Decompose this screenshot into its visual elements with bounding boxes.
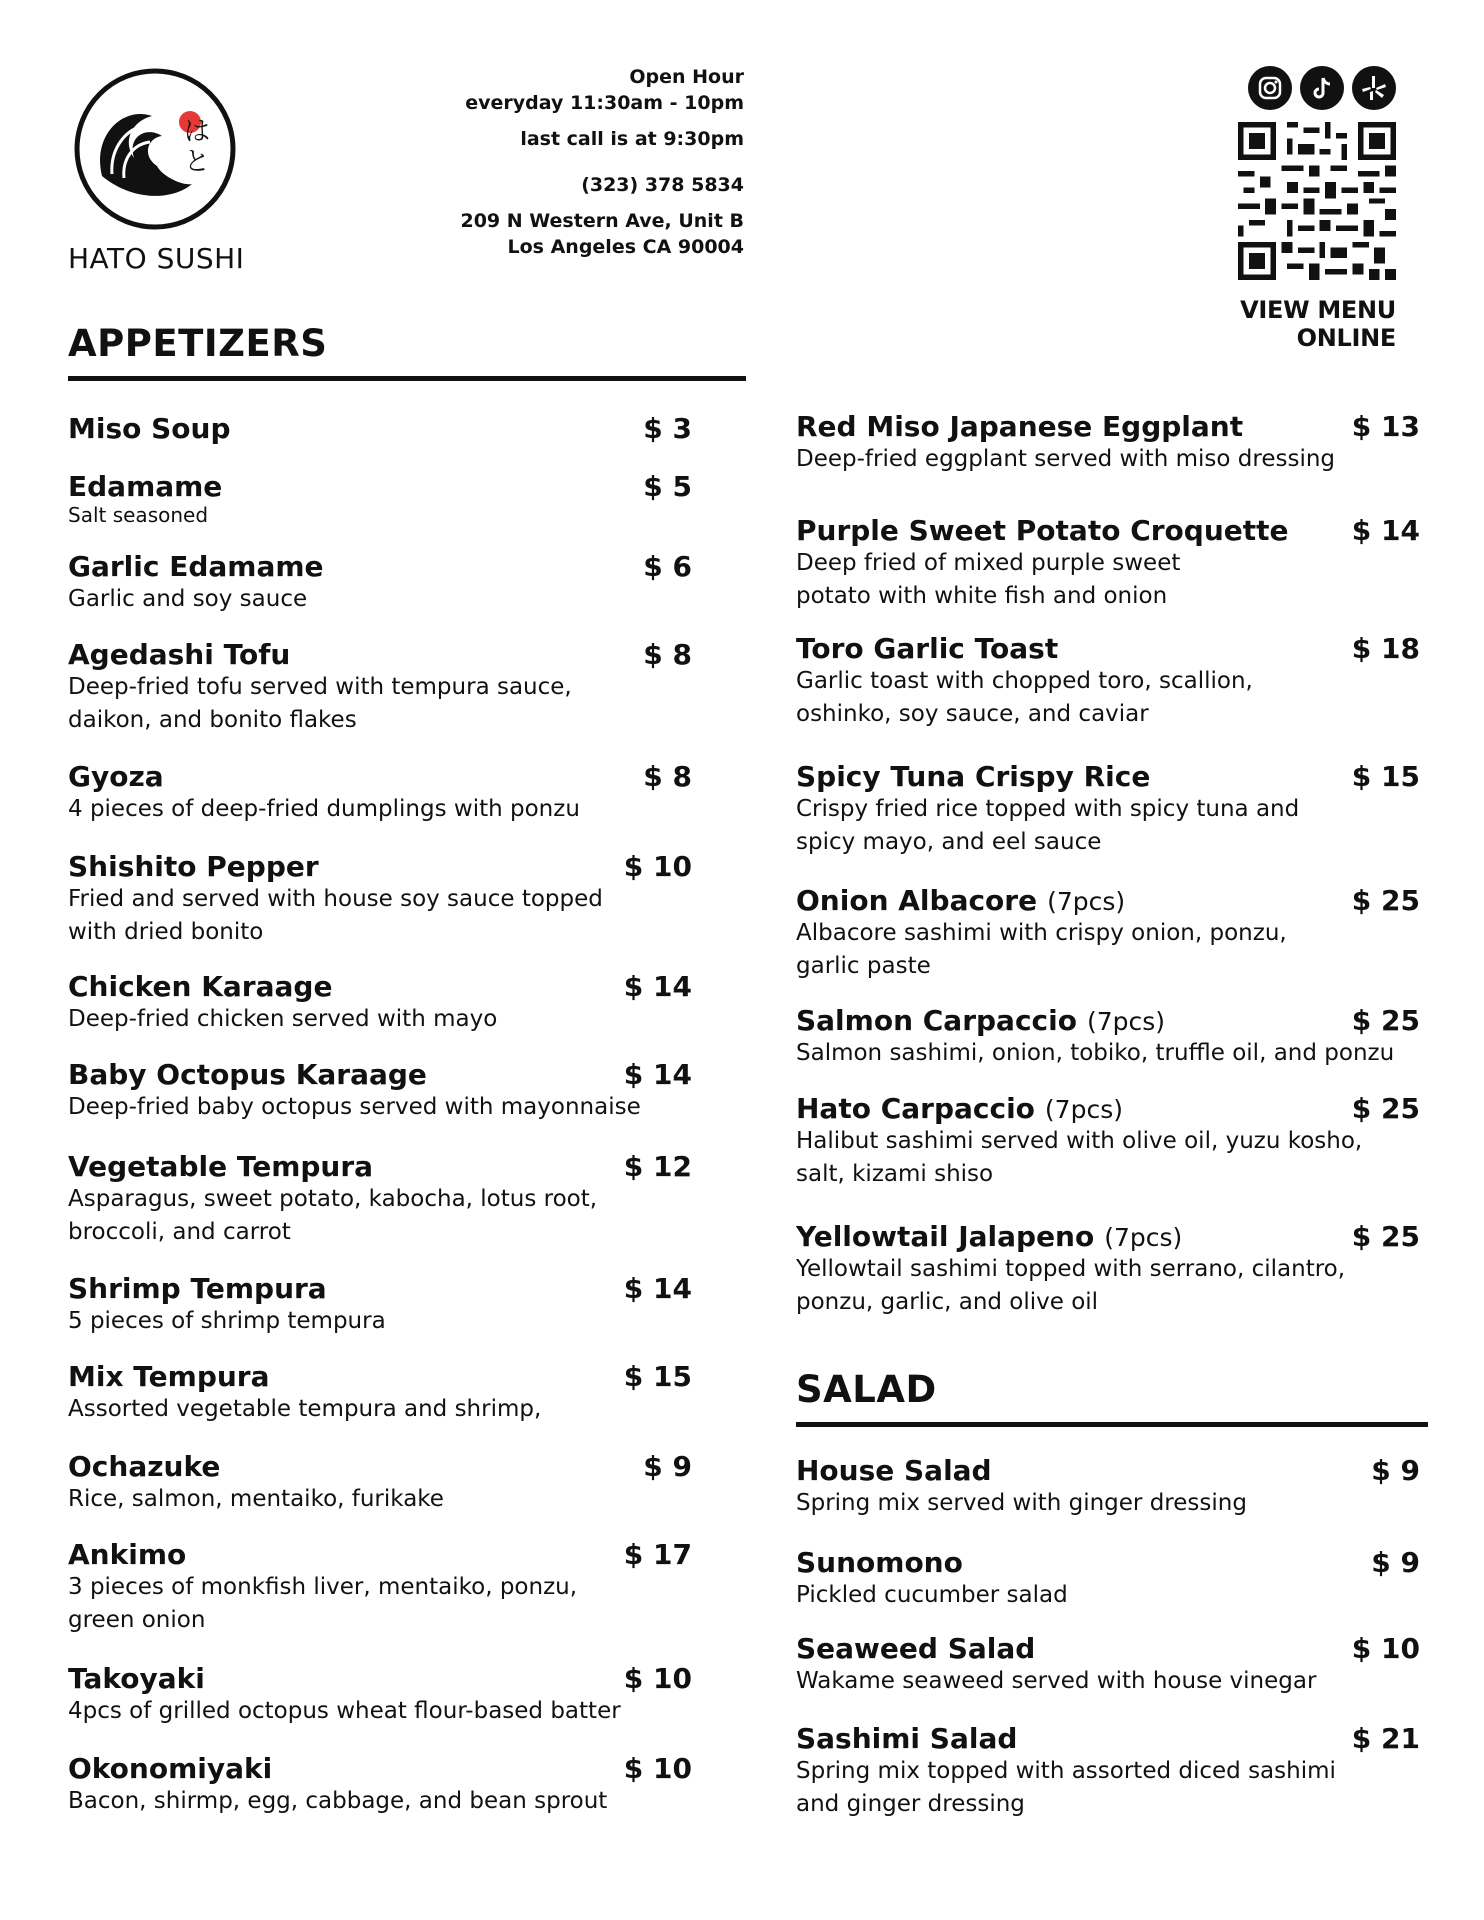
item-name	[796, 1722, 1336, 1755]
item-name	[796, 760, 1299, 793]
item-price: $ 5	[643, 470, 692, 503]
item-price: $ 13	[1351, 410, 1420, 443]
menu-item	[796, 760, 1299, 859]
item-description: Albacore sashimi with crispy onion, ponzu, garlic paste	[796, 920, 1287, 979]
item-pieces: (7pcs)	[1104, 1223, 1183, 1252]
menu-item	[68, 1538, 577, 1637]
item-name	[68, 1058, 641, 1091]
item-name	[796, 884, 1287, 917]
item-name-text: Gyoza	[68, 760, 164, 793]
item-description: Asparagus, sweet potato, kabocha, lotus root, broccoli, and carrot	[68, 1186, 598, 1245]
item-description: Salt seasoned	[68, 503, 209, 527]
address-line2: Los Angeles CA 90004	[507, 236, 744, 258]
item-name	[796, 1546, 1068, 1579]
item-description: Deep fried of mixed purple sweet potato with white fish and onion	[796, 550, 1181, 609]
item-description: Spring mix topped with assorted diced sashimi and ginger dressing	[796, 1758, 1336, 1817]
menu-item	[796, 1546, 1068, 1612]
item-name	[796, 410, 1335, 443]
item-price: $ 17	[623, 1538, 692, 1571]
item-description: 4 pieces of deep-fried dumplings with ponzu	[68, 796, 580, 822]
item-description: Deep-fried tofu served with tempura sauce, daikon, and bonito flakes	[68, 674, 572, 733]
menu-item	[68, 1662, 621, 1728]
item-name	[68, 1150, 597, 1183]
svg-text:と: と	[184, 147, 211, 177]
menu-item	[796, 1092, 1362, 1191]
item-price: $ 15	[1351, 760, 1420, 793]
menu-item	[68, 412, 231, 445]
item-name	[68, 412, 231, 445]
menu-item	[68, 1450, 444, 1516]
item-name-text: Salmon Carpaccio	[796, 1004, 1077, 1037]
item-name-text: Seaweed Salad	[796, 1632, 1036, 1665]
address-line1: 209 N Western Ave, Unit B	[460, 210, 744, 232]
item-name-text: Sunomono	[796, 1546, 963, 1579]
item-price: $ 10	[623, 1752, 692, 1785]
item-price: $ 9	[1371, 1454, 1420, 1487]
item-name	[796, 1092, 1362, 1125]
item-name-text: Shrimp Tempura	[68, 1272, 327, 1305]
online-block	[1238, 66, 1396, 284]
item-name-text: Garlic Edamame	[68, 550, 324, 583]
item-price: $ 10	[1351, 1632, 1420, 1665]
item-price: $ 9	[1371, 1546, 1420, 1579]
item-name	[796, 632, 1253, 665]
yelp-icon[interactable]	[1352, 66, 1396, 110]
salad-rule	[796, 1422, 1428, 1427]
item-price: $ 14	[623, 1272, 692, 1305]
svg-text:は: は	[184, 117, 211, 147]
phone-number[interactable]: (323) 378 5834	[581, 174, 744, 196]
menu-item	[68, 1360, 541, 1426]
item-name	[68, 1662, 621, 1695]
menu-item	[68, 970, 497, 1036]
item-name-text: Baby Octopus Karaage	[68, 1058, 427, 1091]
item-name-text: Takoyaki	[68, 1662, 205, 1695]
item-description: 5 pieces of shrimp tempura	[68, 1308, 386, 1334]
item-name-text: Shishito Pepper	[68, 850, 319, 883]
item-description: Assorted vegetable tempura and shrimp,	[68, 1396, 542, 1422]
item-name-text: Sashimi Salad	[796, 1722, 1018, 1755]
item-name-text: Ochazuke	[68, 1450, 221, 1483]
menu-item	[796, 410, 1335, 476]
item-price: $ 15	[623, 1360, 692, 1393]
item-name	[68, 1538, 577, 1571]
hato-sushi-logo	[72, 66, 238, 232]
tiktok-icon[interactable]	[1300, 66, 1344, 110]
item-price: $ 25	[1351, 1004, 1420, 1037]
item-price: $ 14	[623, 1058, 692, 1091]
item-price: $ 6	[643, 550, 692, 583]
item-name-text: Ankimo	[68, 1538, 187, 1571]
menu-item	[796, 632, 1253, 731]
item-name	[68, 1752, 607, 1785]
menu-item	[68, 1272, 386, 1338]
item-price: $ 14	[1351, 514, 1420, 547]
item-description: 3 pieces of monkfish liver, mentaiko, ponzu, green onion	[68, 1574, 578, 1633]
item-description: Yellowtail sashimi topped with serrano, cilantro, ponzu, garlic, and olive oil	[796, 1256, 1346, 1315]
item-price: $ 3	[643, 412, 692, 445]
item-name	[796, 514, 1289, 547]
item-description: Rice, salmon, mentaiko, furikake	[68, 1486, 444, 1512]
item-description: Bacon, shirmp, egg, cabbage, and bean sprout	[68, 1788, 608, 1814]
item-price: $ 25	[1351, 1220, 1420, 1253]
item-price: $ 18	[1351, 632, 1420, 665]
item-name	[796, 1454, 1247, 1487]
item-description: Pickled cucumber salad	[796, 1582, 1068, 1608]
menu-item	[68, 760, 580, 826]
menu-item	[796, 884, 1287, 983]
menu-item	[68, 1150, 597, 1249]
item-name-text: Red Miso Japanese Eggplant	[796, 410, 1244, 443]
item-description: Salmon sashimi, onion, tobiko, truffle oil, and ponzu	[796, 1040, 1395, 1066]
menu-item	[68, 850, 603, 949]
item-name	[796, 1004, 1394, 1037]
item-price: $ 21	[1351, 1722, 1420, 1755]
last-call: last call is at 9:30pm	[520, 128, 744, 150]
item-name-text: Hato Carpaccio	[796, 1092, 1035, 1125]
item-name-text: Chicken Karaage	[68, 970, 333, 1003]
item-price: $ 25	[1351, 1092, 1420, 1125]
item-description: Crispy fried rice topped with spicy tuna and spicy mayo, and eel sauce	[796, 796, 1300, 855]
view-menu-online-label[interactable]: VIEW MENU ONLINE	[1240, 296, 1396, 352]
item-price: $ 8	[643, 638, 692, 671]
item-name	[68, 850, 603, 883]
item-price: $ 10	[623, 850, 692, 883]
item-name	[68, 1450, 444, 1483]
brand-name: HATO SUSHI	[68, 242, 245, 275]
item-description: Wakame seaweed served with house vinegar	[796, 1668, 1317, 1694]
item-price: $ 10	[623, 1662, 692, 1695]
menu-item	[68, 1058, 641, 1124]
item-name	[68, 470, 222, 503]
menu-item	[68, 1752, 607, 1818]
menu-item	[796, 1454, 1247, 1520]
item-name-text: Agedashi Tofu	[68, 638, 291, 671]
salad-title: SALAD	[796, 1368, 937, 1411]
item-name-text: Toro Garlic Toast	[796, 632, 1059, 665]
item-name	[68, 638, 572, 671]
item-name-text: Mix Tempura	[68, 1360, 270, 1393]
hours: everyday 11:30am - 10pm	[465, 92, 744, 114]
item-description: Garlic toast with chopped toro, scallion, oshinko, soy sauce, and caviar	[796, 668, 1253, 727]
item-name	[68, 1272, 386, 1305]
item-name-text: Miso Soup	[68, 412, 231, 445]
item-price: $ 12	[623, 1150, 692, 1183]
open-hour-label: Open Hour	[629, 66, 744, 88]
item-name	[68, 970, 497, 1003]
item-description: Deep-fried baby octopus served with mayonnaise	[68, 1094, 641, 1120]
appetizers-title: APPETIZERS	[68, 322, 328, 365]
qr-code[interactable]	[1238, 122, 1396, 280]
item-price: $ 8	[643, 760, 692, 793]
item-pieces: (7pcs)	[1044, 1095, 1123, 1124]
item-name-text: House Salad	[796, 1454, 992, 1487]
item-name	[796, 1220, 1345, 1253]
item-name-text: Purple Sweet Potato Croquette	[796, 514, 1289, 547]
item-name-text: Okonomiyaki	[68, 1752, 273, 1785]
item-name	[68, 760, 580, 793]
item-description: Garlic and soy sauce	[68, 586, 308, 612]
item-price: $ 9	[643, 1450, 692, 1483]
item-name	[68, 1360, 541, 1393]
menu-item	[68, 470, 222, 527]
item-name	[68, 550, 324, 583]
item-description: Spring mix served with ginger dressing	[796, 1490, 1247, 1516]
menu-item	[796, 1722, 1336, 1821]
item-name	[796, 1632, 1316, 1665]
item-description: Fried and served with house soy sauce topped with dried bonito	[68, 886, 603, 945]
item-description: 4pcs of grilled octopus wheat flour-based batter	[68, 1698, 621, 1724]
menu-item	[796, 1004, 1394, 1070]
item-description: Deep-fried chicken served with mayo	[68, 1006, 498, 1032]
menu-item	[796, 1220, 1345, 1319]
instagram-icon[interactable]	[1248, 66, 1292, 110]
item-name-text: Yellowtail Jalapeno	[796, 1220, 1095, 1253]
item-name-text: Vegetable Tempura	[68, 1150, 374, 1183]
appetizers-rule	[68, 376, 746, 381]
item-description: Deep-fried eggplant served with miso dressing	[796, 446, 1336, 472]
menu-item	[796, 1632, 1316, 1698]
menu-item	[796, 514, 1289, 613]
item-pieces: (7pcs)	[1086, 1007, 1166, 1036]
item-name-text: Onion Albacore	[796, 884, 1038, 917]
menu-item	[68, 638, 572, 737]
item-name-text: Edamame	[68, 470, 223, 503]
item-pieces: (7pcs)	[1047, 887, 1126, 916]
item-description: Halibut sashimi served with olive oil, yuzu kosho, salt, kizami shiso	[796, 1128, 1363, 1187]
social-icons	[1238, 66, 1396, 110]
item-price: $ 25	[1351, 884, 1420, 917]
menu-item	[68, 550, 324, 616]
item-name-text: Spicy Tuna Crispy Rice	[796, 760, 1151, 793]
item-price: $ 14	[623, 970, 692, 1003]
